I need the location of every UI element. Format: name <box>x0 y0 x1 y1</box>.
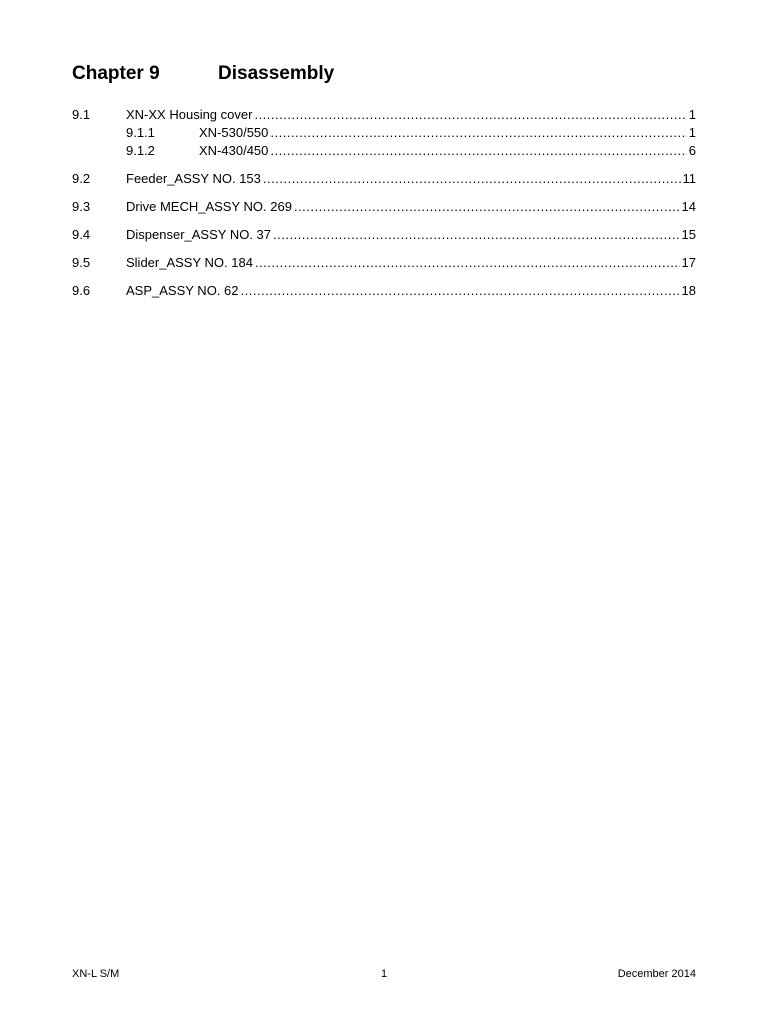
toc-leader-dots <box>263 170 681 188</box>
page-footer <box>72 966 696 982</box>
toc-entry-title: XN-430/450 <box>199 143 269 158</box>
toc-entry-page: 15 <box>681 227 696 242</box>
toc-entry-9-1-1[interactable] <box>72 124 696 142</box>
toc-entry-page: 6 <box>688 143 696 158</box>
toc-entry-9-2[interactable] <box>72 170 696 188</box>
toc-entry-number: 9.2 <box>72 171 91 186</box>
toc-entry-title: Feeder_ASSY NO. 153 <box>126 171 261 186</box>
toc-entry-title: XN-XX Housing cover <box>126 107 253 122</box>
toc-entry-title: Dispenser_ASSY NO. 37 <box>126 227 271 242</box>
toc-entry-title: ASP_ASSY NO. 62 <box>126 283 239 298</box>
toc-leader-dots <box>270 142 686 160</box>
toc-entry-number: 9.1.1 <box>126 125 155 140</box>
toc-entry-9-5[interactable] <box>72 254 696 272</box>
toc-entry-9-6[interactable] <box>72 282 696 300</box>
toc-entry-9-1-2[interactable] <box>72 142 696 160</box>
toc-entry-number: 9.3 <box>72 199 91 214</box>
toc-entry-number: 9.1.2 <box>126 143 155 158</box>
toc-leader-dots <box>294 198 680 216</box>
toc-entry-page: 1 <box>688 107 696 122</box>
toc-entry-9-1[interactable] <box>72 106 696 124</box>
toc-entry-page: 18 <box>681 283 696 298</box>
chapter-heading <box>72 63 335 85</box>
toc-entry-title: Slider_ASSY NO. 184 <box>126 255 253 270</box>
toc-entry-title: Drive MECH_ASSY NO. 269 <box>126 199 292 214</box>
footer-page-number: 1 <box>380 968 388 980</box>
toc-entry-page: 17 <box>681 255 696 270</box>
toc-entry-title: XN-530/550 <box>199 125 269 140</box>
table-of-contents <box>72 106 696 300</box>
toc-entry-9-3[interactable] <box>72 198 696 216</box>
chapter-title: Disassembly <box>218 63 335 84</box>
chapter-number: Chapter 9 <box>72 63 160 84</box>
toc-entry-number: 9.1 <box>72 107 91 122</box>
toc-entry-number: 9.4 <box>72 227 91 242</box>
toc-entry-page: 1 <box>688 125 696 140</box>
toc-entry-9-4[interactable] <box>72 226 696 244</box>
footer-date: December 2014 <box>617 968 696 980</box>
toc-entry-number: 9.6 <box>72 283 91 298</box>
footer-document-id: XN-L S/M <box>72 968 120 980</box>
toc-leader-dots <box>273 226 680 244</box>
toc-entry-page: 11 <box>682 171 696 186</box>
toc-leader-dots <box>241 282 680 300</box>
toc-leader-dots <box>254 106 686 124</box>
toc-entry-number: 9.5 <box>72 255 91 270</box>
toc-leader-dots <box>255 254 680 272</box>
toc-leader-dots <box>270 124 686 142</box>
toc-entry-page: 14 <box>681 199 696 214</box>
